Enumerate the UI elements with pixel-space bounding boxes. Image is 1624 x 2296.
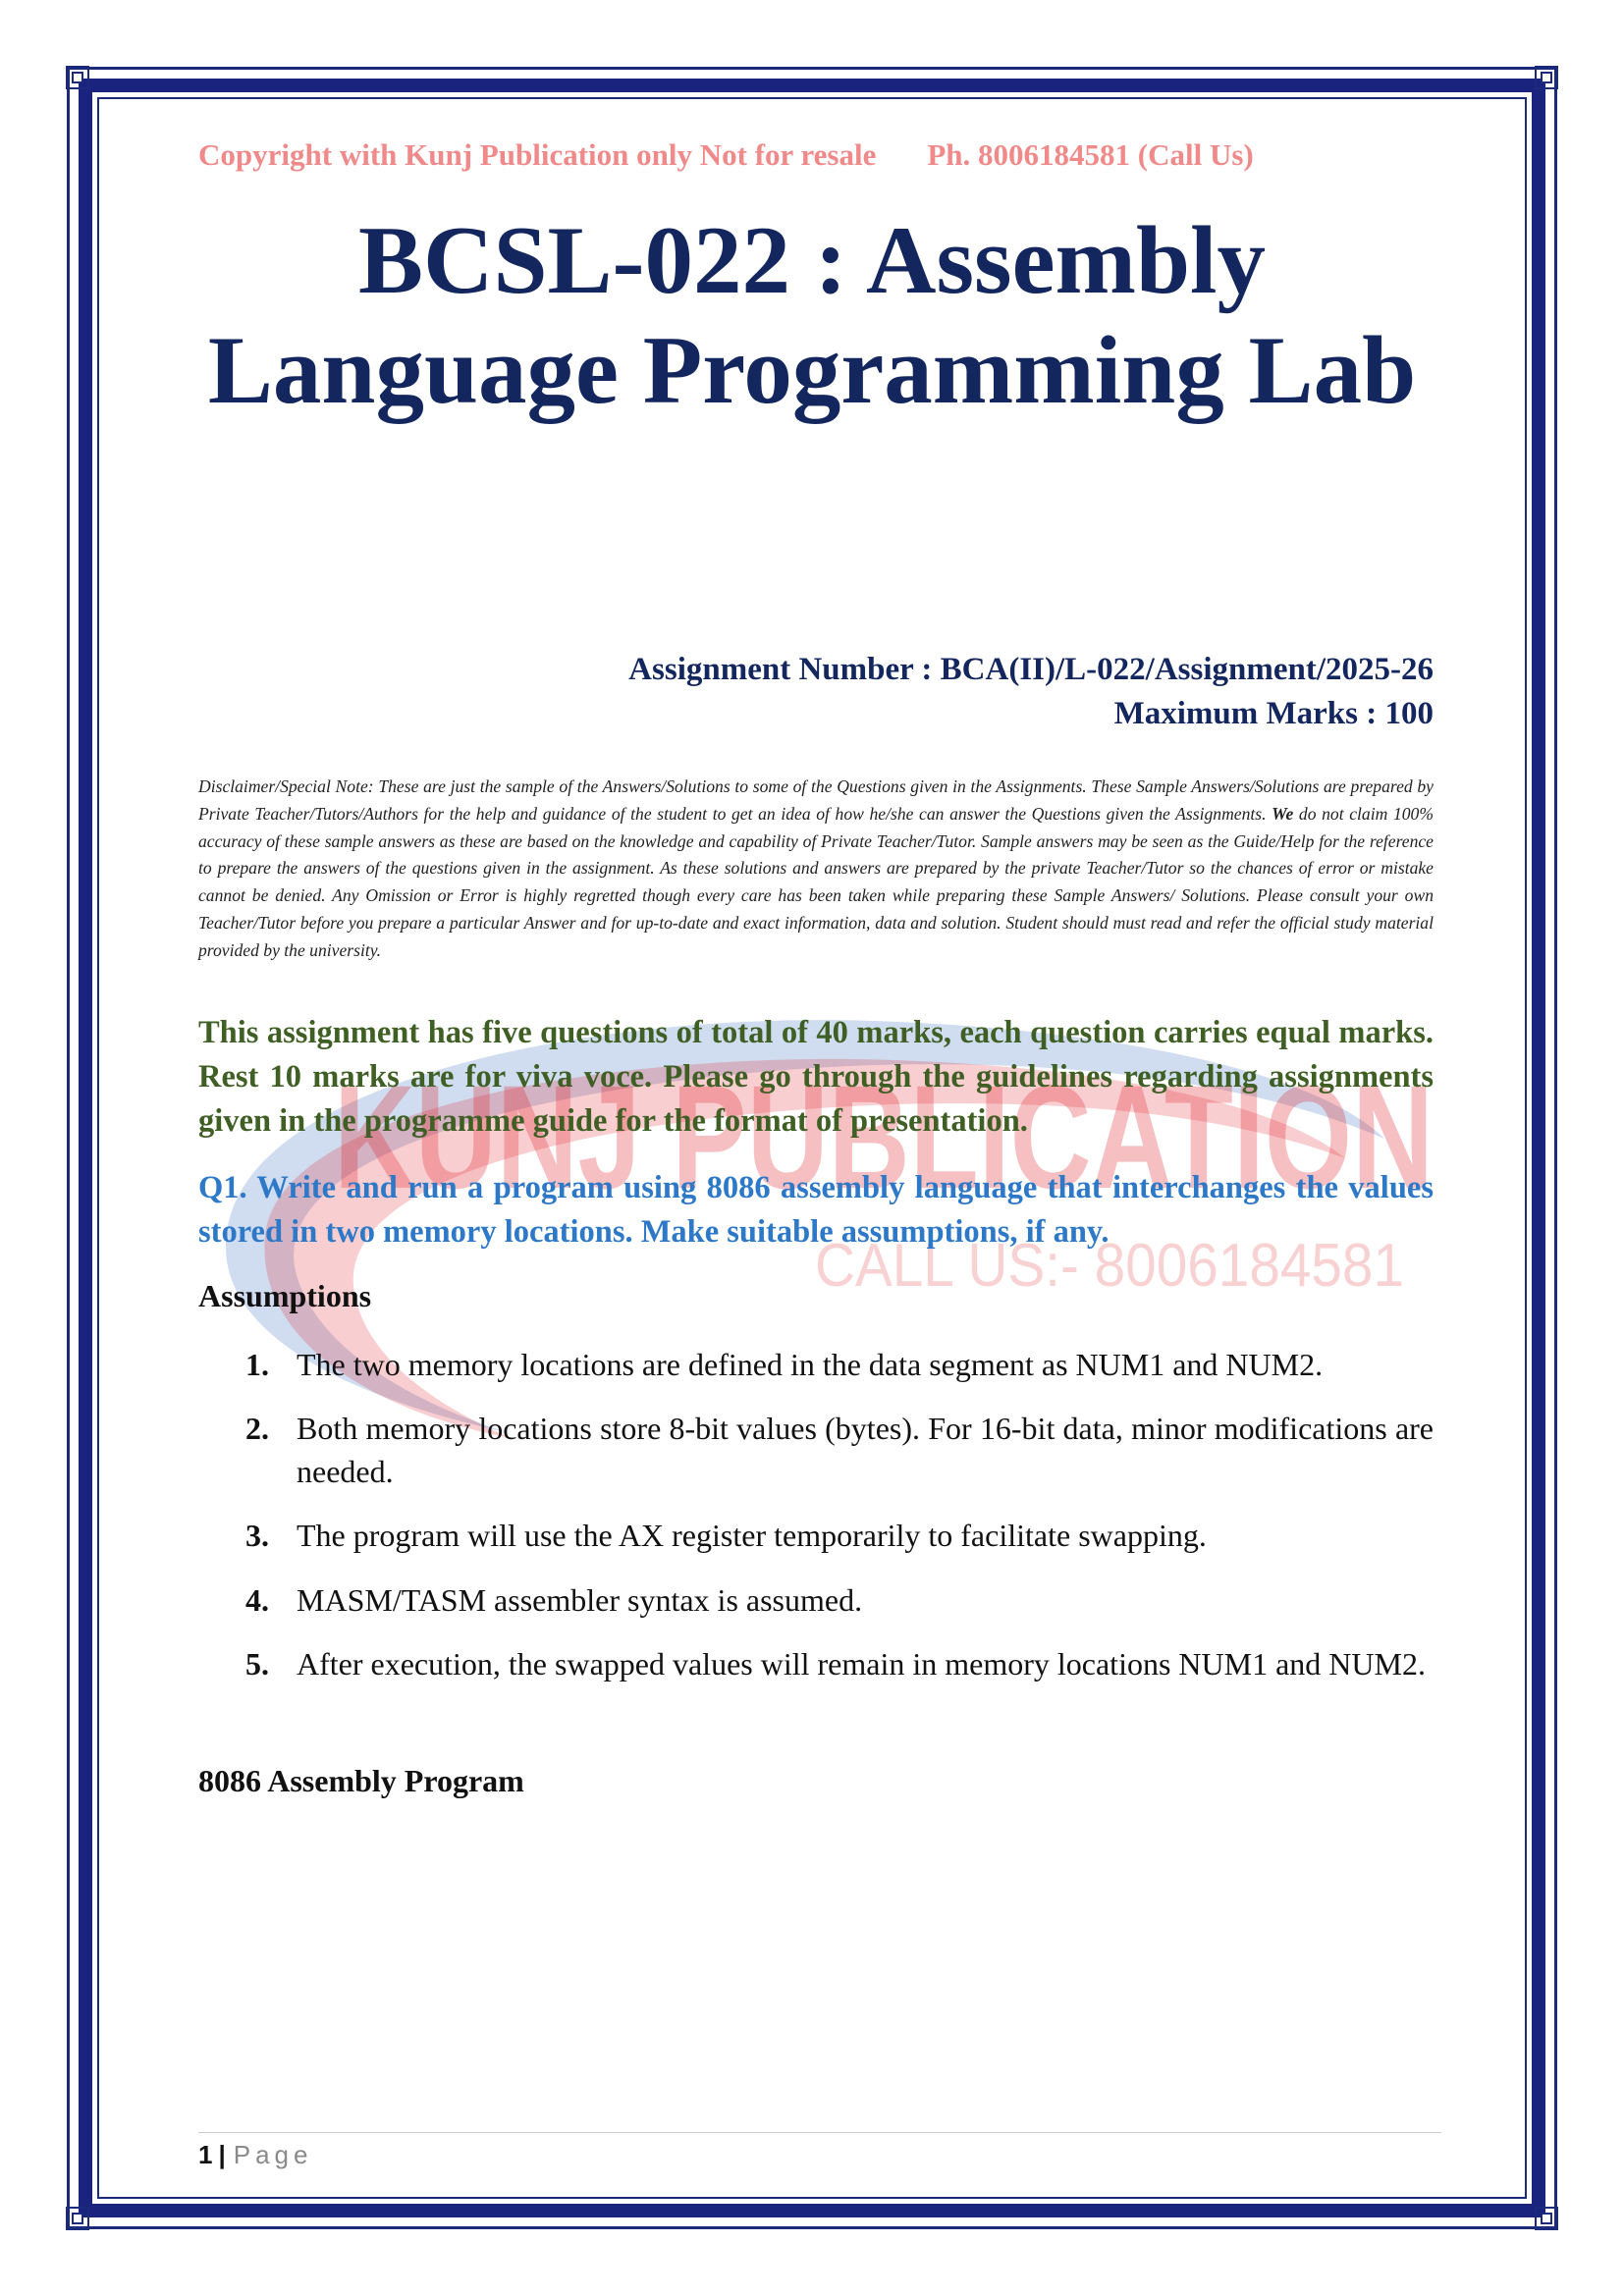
document-title [147, 206, 1477, 426]
assignment-intro: This assignment has five questions of total of 40 marks, each question carries equal marks. Rest 10 marks are for viva voce. Please go through the guidelines regarding assignments given in the programme guide for the format of presentation. [198, 1015, 1434, 1139]
page-number: 1 [198, 2140, 213, 2169]
list-item: 1. The two memory locations are defined in the data segment as NUM1 and NUM2. [245, 1347, 1324, 1382]
list-item: 5. After execution, the swapped values will remain in memory locations NUM1 and NUM2. [245, 1645, 1426, 1682]
contact-phone: Ph. 8006184581 (Call Us) [927, 137, 1254, 172]
maximum-marks: Maximum Marks : 100 [1113, 695, 1434, 731]
list-item: 4. MASM/TASM assembler syntax is assumed. [245, 1581, 863, 1618]
border-corner-ornament [1530, 2202, 1563, 2235]
assignment-info [198, 648, 1434, 735]
disclaimer-note [198, 774, 1434, 965]
border-corner-ornament [61, 61, 94, 94]
copyright-text: Copyright with Kunj Publication only Not for resale [198, 137, 877, 172]
disclaimer-text-part-2: do not claim 100% accuracy of these sample answers as these are based on the knowledge and capability of Private Teacher/Tutor. Sample answers may be seen as the Guide/Help for the reference to prepare the answers of the questions given in the assignment. As these solutions and answers are prepared by the private Teacher/Tutor so the chances of error or mistake cannot be denied. Any Omission or Error is highly regretted though every care has been taken while preparing these Sample Answers/ Solutions. Please consult your own Teacher/Tutor before you prepare a particular Answer and for up-to-date and exact information, data and solution. Student should must read and refer the official study material provided by the university. [198, 803, 1434, 960]
title-line-2: Language Programming Lab [207, 316, 1417, 424]
border-corner-ornament [1530, 61, 1563, 94]
copyright-notice [198, 137, 1434, 173]
assignment-number: Assignment Number : BCA(II)/L-022/Assignment/2025-26 [628, 652, 1434, 687]
assumptions-heading: Assumptions [198, 1278, 372, 1313]
watermark-brand-text: KUNJ PUBLICATION [334, 1054, 1434, 1219]
footer-separator: | [218, 2140, 226, 2169]
list-item: 2. Both memory locations store 8-bit values (bytes). For 16-bit data, minor modifications are needed. [245, 1411, 1434, 1490]
question-1: Q1. Write and run a program using 8086 assembly language that interchanges the values stored in two memory locations. Make suitable assumptions, if any. [198, 1170, 1434, 1250]
program-heading: 8086 Assembly Program [198, 1763, 524, 1798]
border-corner-ornament [61, 2202, 94, 2235]
disclaimer-text-part-1: Disclaimer/Special Note: These are just the sample of the Answers/Solutions to some of the Questions given in the Assignments. These Sample Answers/Solutions are prepared by Private Teacher/Tutors/Authors for the help and guidance of the student to get an idea of how he/she can answer the Questions given the Assignments. [198, 776, 1434, 824]
disclaimer-emphasis: We [1272, 803, 1294, 824]
page-label: Page [233, 2140, 313, 2169]
watermark-phone-text: CALL US:- 8006184581 [815, 1232, 1404, 1300]
assumptions-list [245, 1343, 1434, 1706]
list-item: 3. The program will use the AX register temporarily to facilitate swapping. [245, 1518, 1207, 1554]
title-line-1: BCSL-022 : Assembly [357, 207, 1267, 314]
page-footer [198, 2140, 312, 2170]
footer-divider [198, 2132, 1441, 2133]
